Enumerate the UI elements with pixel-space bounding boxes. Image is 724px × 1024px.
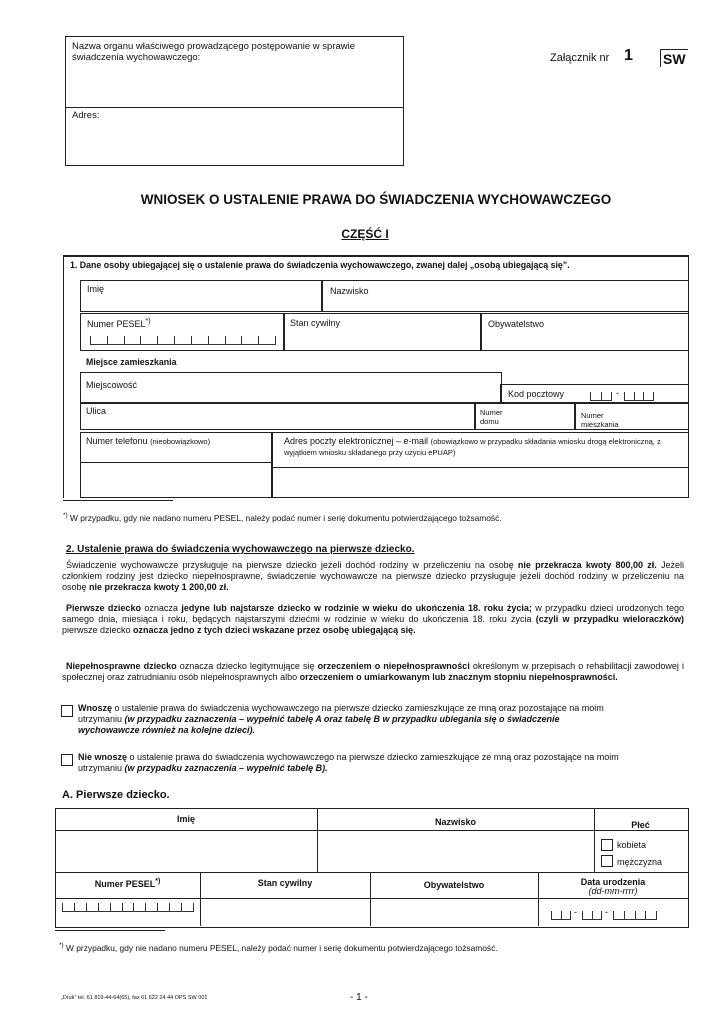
- phone-label: [86, 436, 210, 447]
- para3-d: określonym w przepisach o rehabilitacji zawodowej i społecznej oraz zatrudnianiu osób niepełnosprawnych albo: [62, 661, 685, 683]
- para2-b: oznacza: [140, 603, 182, 613]
- child-civil-status-field[interactable]: [201, 899, 369, 925]
- postal-code-digit-boxes-2[interactable]: [624, 392, 654, 401]
- phone-field-divider: [80, 462, 272, 463]
- para3-e: orzeczeniem o umiarkowanym lub znacznym stopniu niepełnosprawności.: [299, 672, 618, 683]
- child-sex-label: Płeć: [631, 820, 650, 830]
- postal-code-dash: -: [616, 388, 619, 398]
- para2-e: (czyli w przypadku wieloraczków): [535, 614, 685, 625]
- para1-c: Jeżeli członkiem rodziny jest dziecko niepełnosprawne, świadczenie wychowawcze na pierwsze dziecko przysługuje jeżeli dochód rodziny w przeliczeniu na osobę: [62, 560, 684, 593]
- child-civil-status-label: Stan cywilny: [257, 878, 313, 888]
- para1-a: Świadczenie wychowawcze przysługuje na pierwsze dziecko jeżeli dochód rodziny w przeliczeniu na osobę: [66, 560, 518, 570]
- option-not-apply-checkbox[interactable]: [61, 754, 73, 766]
- child-birth-date-label: Data urodzenia: [580, 877, 646, 887]
- phone-label-text: Numer telefonu: [86, 436, 148, 446]
- section2-paragraph-1: [62, 560, 684, 594]
- option2-a: Nie wnoszę: [78, 752, 128, 762]
- authority-label: Nazwa organu właściwego prowadzącego postępowanie w sprawie świadczenia wychowawczego:: [72, 41, 356, 63]
- option-not-apply-text: [78, 752, 623, 774]
- birth-date-dash-2: -: [605, 907, 608, 917]
- child-pesel-digit-boxes[interactable]: [62, 903, 194, 912]
- address-label: Adres:: [72, 110, 100, 121]
- form-code: SW: [660, 49, 688, 67]
- sex-female-label: kobieta: [617, 840, 647, 850]
- attachment-number: 1: [624, 47, 633, 64]
- email-label-note: (obowiązkowo w przypadku składania wniosku drogą elektroniczną, z wyjątkiem wniosku składanego przy użyciu ePUAP): [284, 437, 661, 457]
- section1-top-rule: [63, 255, 688, 257]
- footnote2-mark: *): [59, 942, 64, 949]
- child-first-name-field[interactable]: [56, 831, 316, 871]
- child-pesel-label: [55, 876, 200, 890]
- birth-month-digit-boxes[interactable]: [582, 911, 602, 920]
- street-label: Ulica: [86, 406, 107, 416]
- street-field[interactable]: [80, 402, 476, 430]
- pesel-footnote-mark: *): [145, 318, 151, 325]
- part-title: CZĘŚĆ I: [341, 227, 389, 241]
- para2-g: oznacza jedno z tych dzieci wskazane przez osobę ubiegającą się.: [133, 625, 416, 636]
- locality-label: Miejscowość: [86, 380, 138, 390]
- birth-year-digit-boxes[interactable]: [613, 911, 657, 920]
- section2-paragraph-3: [62, 661, 684, 683]
- option1-c: (w przypadku zaznaczenia – wypełnić tabelę A oraz tabelę B w przypadku ubiegania się o świadczenie wychowawcze również na kolejne dzieci).: [78, 714, 560, 736]
- page-title: WNIOSEK O USTALENIE PRAWA DO ŚWIADCZENIA WYCHOWAWCZEGO: [140, 192, 612, 207]
- option1-a: Wnoszę: [78, 703, 113, 713]
- child-table-col-rule-2: [594, 808, 595, 872]
- section-a-heading: A. Pierwsze dziecko.: [62, 789, 170, 801]
- birth-date-dash-1: -: [574, 907, 577, 917]
- apartment-number-label: Numer mieszkania: [581, 411, 619, 429]
- para2-c: jedyne lub najstarsze dziecko w rodzinie w wieku do ukończenia 18. roku życia;: [181, 603, 532, 613]
- child-birth-date-format: (dd-mm-rrrr): [588, 886, 638, 896]
- child-pesel-label-text: Numer PESEL: [94, 879, 156, 889]
- footnote2: [59, 940, 498, 954]
- child-last-name-field[interactable]: [318, 831, 593, 871]
- footnote1-mark: *): [63, 512, 68, 519]
- option2-c: (w przypadku zaznaczenia – wypełnić tabelę B).: [124, 763, 328, 774]
- footer-imprint: „Druk” tel. 61 819-44-64(65), fax 61 622 24 44 OPS SW 001: [61, 995, 208, 1001]
- phone-label-note: (nieobowiązkowo): [150, 437, 211, 446]
- residence-heading: Miejsce zamieszkania: [86, 357, 177, 367]
- page-number: - 1 -: [350, 992, 368, 1003]
- child-first-name-label: Imię: [176, 814, 195, 824]
- first-name-field[interactable]: [80, 280, 323, 312]
- para1-d: nie przekracza kwoty 1 200,00 zł.: [89, 582, 229, 593]
- section1-left-rule: [63, 255, 64, 498]
- email-label: [284, 436, 682, 458]
- para2-d: w przypadku dzieci urodzonych tego samego dnia, miesiąca i roku, będących najstarszymi dziećmi w rodzinie w wieku do ukończenia 18. roku życia: [62, 603, 684, 625]
- para3-c: orzeczeniem o niepełnosprawności: [317, 661, 470, 671]
- child-pesel-footnote-mark: *): [155, 878, 161, 885]
- last-name-field[interactable]: [321, 280, 689, 312]
- authority-box-divider: [65, 107, 403, 108]
- attachment-label: Załącznik nr: [550, 52, 610, 64]
- postal-code-digit-boxes[interactable]: [590, 392, 612, 401]
- para3-b: oznacza dziecko legitymujące się: [176, 661, 318, 671]
- option-apply-checkbox[interactable]: [61, 705, 73, 717]
- email-label-text: Adres poczty elektronicznej – e-mail: [284, 436, 429, 446]
- locality-field[interactable]: [80, 372, 502, 404]
- civil-status-label: Stan cywilny: [290, 318, 341, 328]
- email-field-divider: [271, 467, 688, 468]
- para3-a: Niepełnosprawne dziecko: [66, 661, 177, 671]
- section2-paragraph-2: [62, 603, 684, 637]
- first-name-label: Imię: [87, 284, 105, 294]
- footnote2-text: W przypadku, gdy nie nadano numeru PESEL, należy podać numer i serię dokumentu potwierdzającego tożsamość.: [66, 942, 498, 953]
- sex-male-checkbox[interactable]: [601, 855, 613, 867]
- child-citizenship-field[interactable]: [371, 899, 537, 925]
- footnote1-rule: [63, 500, 173, 501]
- birth-day-digit-boxes[interactable]: [551, 911, 571, 920]
- section1-heading: 1. Dane osoby ubiegającej się o ustalenie prawa do świadczenia wychowawczego, zwanej dalej „osobą ubiegającą się”.: [70, 260, 570, 270]
- house-number-label: Numer domu: [480, 408, 503, 426]
- sex-male-label: mężczyzna: [617, 857, 663, 867]
- para2-a: Pierwsze dziecko: [66, 603, 141, 613]
- footnote1: [63, 510, 502, 524]
- last-name-label: Nazwisko: [330, 286, 369, 296]
- sex-female-checkbox[interactable]: [601, 839, 613, 851]
- child-last-name-label: Nazwisko: [434, 817, 476, 827]
- child-citizenship-label: Obywatelstwo: [423, 880, 485, 890]
- pesel-digit-boxes[interactable]: [90, 336, 276, 345]
- footnote2-rule: [55, 930, 165, 931]
- option2-b: o ustalenie prawa do świadczenia wychowawczego na pierwsze dziecko zamieszkujące ze mną oraz pozostające na moim utrzymaniu: [78, 752, 619, 774]
- para2-f: pierwsze dziecko: [62, 625, 134, 636]
- section2-heading: 2. Ustalenie prawa do świadczenia wychowawczego na pierwsze dziecko.: [66, 544, 415, 555]
- para1-b: nie przekracza kwoty 800,00 zł.: [517, 560, 657, 570]
- pesel-label: [87, 316, 151, 330]
- citizenship-label: Obywatelstwo: [488, 319, 545, 329]
- option1-b: o ustalenie prawa do świadczenia wychowawczego na pierwsze dziecko zamieszkujące ze mną oraz pozostające na moim utrzymaniu: [78, 703, 604, 725]
- footnote1-text: W przypadku, gdy nie nadano numeru PESEL, należy podać numer i serię dokumentu potwierdzającego tożsamość.: [70, 512, 502, 523]
- pesel-label-text: Numer PESEL: [87, 319, 146, 329]
- child-table-row-rule-2: [55, 872, 688, 873]
- postal-code-label: Kod pocztowy: [508, 389, 565, 399]
- option-apply-text: [78, 703, 623, 737]
